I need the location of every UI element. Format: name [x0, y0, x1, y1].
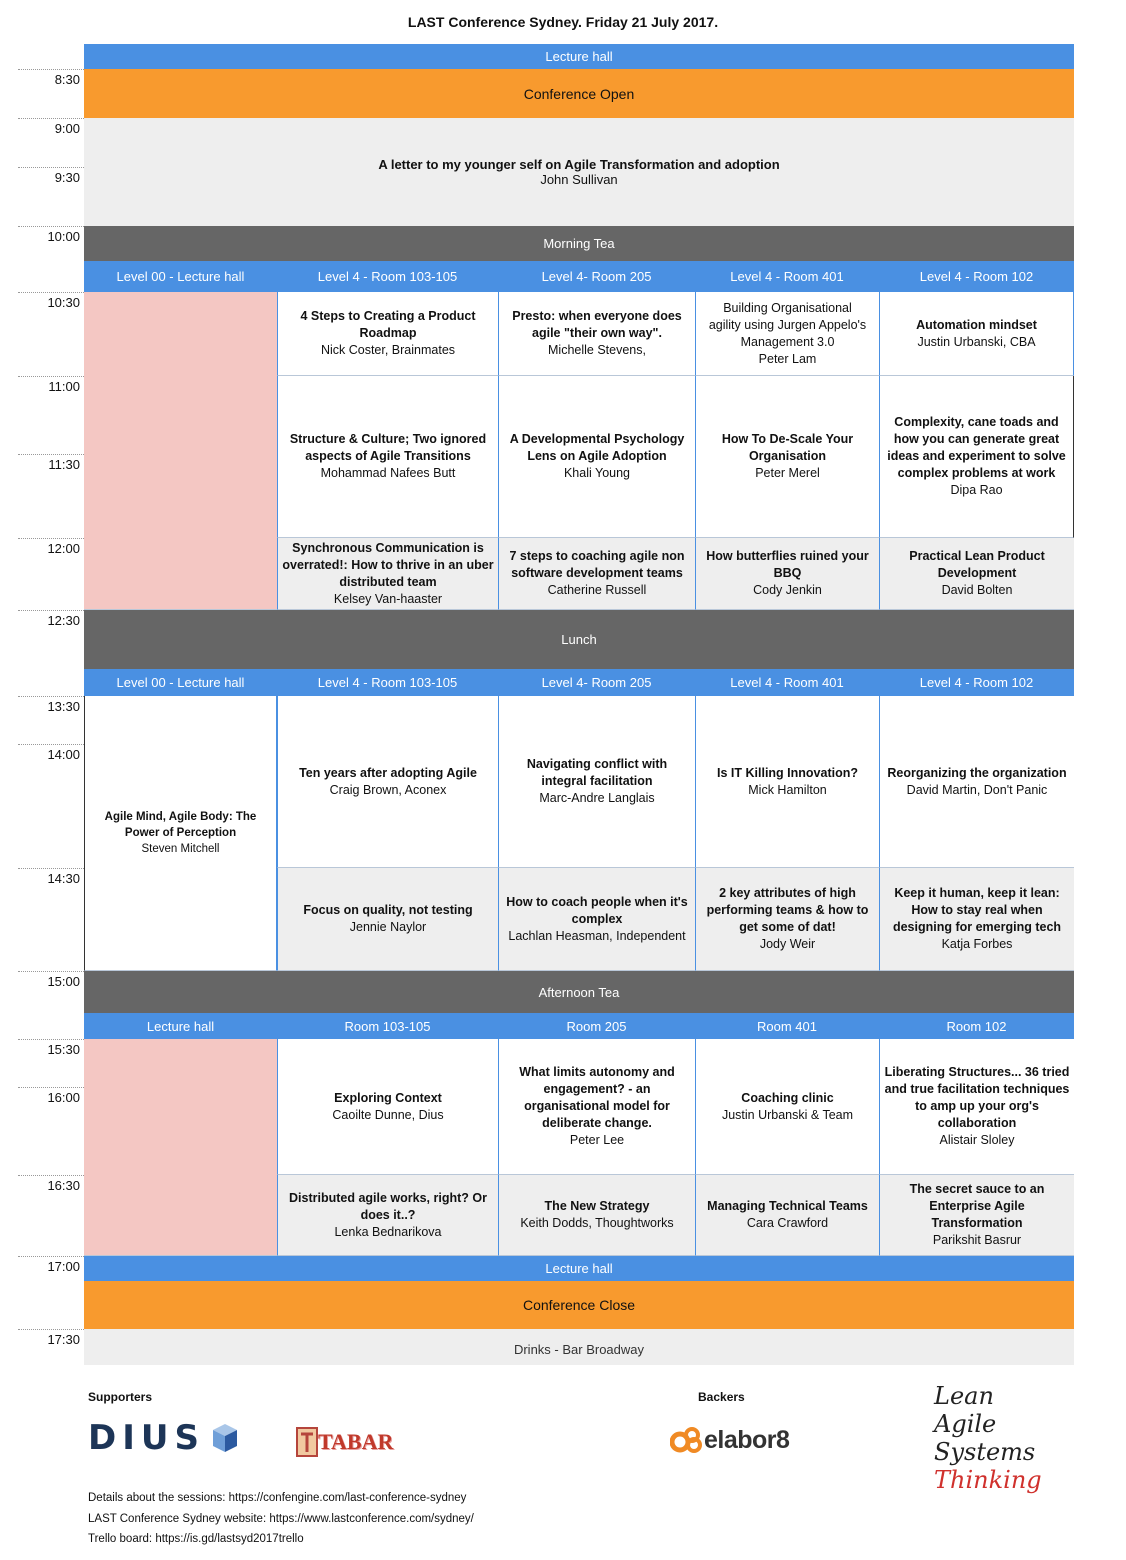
last-logo: [934, 1382, 1064, 1494]
lecture-hall-empty-afternoon: [84, 1039, 277, 1256]
session-title: Synchronous Communication is overrated!: How to thrive in an uber distributed team: [282, 540, 494, 589]
session-cell: [277, 868, 498, 971]
time-gridline: [18, 118, 84, 119]
session-cell: [695, 868, 879, 971]
session-speaker: Lachlan Heasman, Independent: [508, 928, 686, 943]
room-header-102: Level 4 - Room 102: [879, 669, 1074, 696]
room-header-102: Room 102: [879, 1013, 1074, 1039]
session-speaker: Marc-Andre Langlais: [539, 791, 655, 805]
session-title: Practical Lean Product Development: [909, 549, 1045, 580]
session-speaker: David Bolten: [941, 583, 1013, 597]
time-label: 11:00: [48, 379, 80, 394]
session-cell: [277, 696, 498, 868]
website-link[interactable]: LAST Conference Sydney website: https://www.lastconference.com/sydney/: [88, 1513, 474, 1525]
time-label: 8:30: [54, 72, 80, 87]
keynote-band: [84, 118, 1074, 226]
time-label: 15:30: [47, 1042, 80, 1057]
time-label: 9:00: [54, 121, 80, 136]
session-speaker: Peter Merel: [755, 466, 820, 480]
session-speaker: David Martin, Don't Panic: [906, 782, 1048, 797]
session-speaker: Lenka Bednarikova: [334, 1224, 442, 1239]
morning-tea-band: Morning Tea: [84, 226, 1074, 261]
session-title: How butterflies ruined your BBQ: [706, 549, 869, 580]
room-header-103: Level 4 - Room 103-105: [277, 669, 498, 696]
session-cell: [277, 1175, 498, 1256]
dius-logo: [88, 1418, 245, 1458]
time-gridline: [18, 1329, 84, 1330]
session-title: The New Strategy: [544, 1199, 650, 1213]
session-title: Automation mindset: [916, 317, 1037, 332]
last-logo-line: Agile: [934, 1410, 997, 1438]
session-title: The secret sauce to an Enterprise Agile Transformation: [909, 1182, 1045, 1230]
session-speaker: Peter Lam: [758, 351, 817, 366]
room-header-lecture: Level 00 - Lecture hall: [84, 669, 277, 696]
session-title: Coaching clinic: [741, 1090, 834, 1105]
session-cell: [277, 538, 498, 610]
session-speaker: Catherine Russell: [547, 583, 647, 597]
time-gridline: [18, 538, 84, 539]
session-speaker: Cara Crawford: [746, 1216, 829, 1230]
time-gridline: [18, 226, 84, 227]
session-title: Distributed agile works, right? Or does it..?: [289, 1190, 487, 1222]
room-header-401: Level 4 - Room 401: [695, 261, 879, 292]
dius-wordmark: DIUS: [88, 1418, 205, 1458]
session-title: 4 Steps to Creating a Product Roadmap: [300, 309, 476, 340]
session-speaker: Khali Young: [563, 466, 631, 480]
elabor8-mark-icon: [670, 1426, 704, 1454]
session-title: Focus on quality, not testing: [303, 903, 473, 917]
session-title: Managing Technical Teams: [707, 1199, 868, 1213]
drinks-band: Drinks - Bar Broadway: [84, 1329, 1074, 1365]
session-speaker: Caoilte Dunne, Dius: [332, 1107, 444, 1122]
session-line: Building Organisational: [723, 300, 852, 315]
room-header-lecture: Lecture hall: [84, 1013, 277, 1039]
room-header-205: Level 4- Room 205: [498, 669, 695, 696]
session-speaker: Alistair Sloley: [939, 1133, 1015, 1147]
session-cell: [879, 696, 1074, 868]
time-gridline: [18, 696, 84, 697]
time-label: 17:00: [47, 1259, 80, 1274]
tabar-mark-icon: [296, 1426, 318, 1458]
session-title: Liberating Structures... 36 tried and true facilitation techniques to amp up your org's collaboration: [884, 1065, 1070, 1130]
time-label: 10:00: [47, 229, 80, 244]
room-header-103: Level 4 - Room 103-105: [277, 261, 498, 292]
time-label: 13:30: [47, 699, 80, 714]
session-cell: [879, 1175, 1074, 1256]
session-speaker: Cody Jenkin: [753, 583, 822, 597]
time-gridline: [18, 167, 84, 168]
session-cell: [695, 538, 879, 610]
room-header-205: Room 205: [498, 1013, 695, 1039]
conference-open-band: Conference Open: [84, 69, 1074, 118]
session-cell: [498, 696, 695, 868]
session-cell: [695, 292, 879, 376]
lecture-hall-header-close: Lecture hall: [84, 1256, 1074, 1281]
session-cell: [498, 1039, 695, 1175]
time-gridline: [18, 1087, 84, 1088]
time-gridline: [18, 376, 84, 377]
session-cell: [277, 1039, 498, 1175]
session-title: Structure & Culture; Two ignored aspects of Agile Transitions: [289, 432, 487, 463]
keynote-title: A letter to my younger self on Agile Transformation and adoption: [378, 157, 780, 172]
session-cell: [695, 1039, 879, 1175]
time-label: 12:30: [47, 613, 80, 628]
room-header-103: Room 103-105: [277, 1013, 498, 1039]
time-gridline: [18, 971, 84, 972]
session-speaker: Kelsey Van-haaster: [333, 591, 443, 606]
time-gridline: [18, 69, 84, 70]
time-label: 17:30: [47, 1332, 80, 1347]
tabar-logo: [296, 1424, 418, 1460]
session-speaker: Justin Urbanski & Team: [721, 1107, 854, 1122]
session-line: Management 3.0: [740, 334, 835, 349]
session-cell: [695, 376, 879, 538]
session-title: Is IT Killing Innovation?: [717, 765, 858, 780]
time-gridline: [18, 454, 84, 455]
time-gridline: [18, 1039, 84, 1040]
session-cell: [498, 1175, 695, 1256]
time-label: 16:30: [47, 1178, 80, 1193]
time-gridline: [18, 744, 84, 745]
time-label: 10:30: [47, 295, 80, 310]
session-speaker: Katja Forbes: [941, 937, 1013, 951]
time-label: 14:30: [47, 871, 80, 886]
lecture-hall-header: Lecture hall: [84, 44, 1074, 69]
session-speaker: Parikshit Basrur: [932, 1233, 1022, 1247]
session-speaker: Keith Dodds, Thoughtworks: [520, 1216, 674, 1230]
session-cell: [879, 1039, 1074, 1175]
session-cell: [695, 1175, 879, 1256]
session-title: Reorganizing the organization: [887, 765, 1067, 780]
session-cell: [498, 292, 695, 376]
session-cell: [84, 696, 277, 971]
session-title: Presto: when everyone does agile "their own way".: [512, 309, 682, 340]
time-label: 15:00: [47, 974, 80, 989]
room-header-lecture: Level 00 - Lecture hall: [84, 261, 277, 292]
supporters-label: Supporters: [88, 1390, 153, 1404]
elabor8-wordmark: elabor8: [704, 1425, 790, 1454]
room-header-401: Room 401: [695, 1013, 879, 1039]
session-speaker: Michelle Stevens,: [548, 343, 646, 357]
time-gridline: [18, 868, 84, 869]
elabor8-logo: [670, 1422, 789, 1458]
session-line: agility using Jurgen Appelo's: [708, 317, 867, 332]
time-label: 12:00: [47, 541, 80, 556]
session-speaker: Nick Coster, Brainmates: [320, 343, 456, 357]
session-title: How To De-Scale Your Organisation: [721, 432, 854, 463]
session-cell: [879, 292, 1074, 376]
time-gridline: [18, 1175, 84, 1176]
session-title: Agile Mind, Agile Body: The Power of Perception: [104, 811, 257, 839]
session-cell: [879, 538, 1074, 610]
keynote-speaker: John Sullivan: [540, 172, 618, 187]
session-cell: [498, 868, 695, 971]
session-cell: [695, 696, 879, 868]
session-cell: [277, 376, 498, 538]
time-label: 14:00: [47, 747, 80, 762]
session-title: 7 steps to coaching agile non software development teams: [509, 549, 685, 580]
last-logo-line: Lean: [934, 1382, 994, 1410]
backers-label: Backers: [698, 1390, 745, 1404]
room-header-401: Level 4 - Room 401: [695, 669, 879, 696]
lunch-band: Lunch: [84, 610, 1074, 669]
conference-close-band: Conference Close: [84, 1281, 1074, 1329]
sessions-link[interactable]: Details about the sessions: https://confengine.com/last-conference-sydney: [88, 1492, 467, 1504]
session-title: A Developmental Psychology Lens on Agile Adoption: [509, 432, 685, 463]
last-logo-line: Thinking: [934, 1466, 1042, 1494]
time-label: 16:00: [47, 1090, 80, 1105]
session-speaker: Mohammad Nafees Butt: [320, 466, 456, 480]
time-label: 9:30: [54, 170, 80, 185]
time-label: 11:30: [48, 457, 80, 472]
trello-link[interactable]: Trello board: https://is.gd/lastsyd2017trello: [88, 1533, 304, 1545]
session-speaker: Craig Brown, Aconex: [329, 782, 447, 797]
session-speaker: Jennie Naylor: [349, 920, 427, 934]
dius-cube-icon: [209, 1420, 245, 1456]
session-cell: [879, 376, 1074, 538]
time-gridline: [18, 292, 84, 293]
tabar-wordmark: TABAR: [318, 1429, 394, 1454]
session-title: What limits autonomy and engagement? - an organisational model for deliberate change.: [519, 1065, 675, 1130]
lecture-hall-empty-morning: [84, 292, 277, 610]
session-title: Exploring Context: [334, 1090, 442, 1105]
session-cell: [498, 376, 695, 538]
session-title: 2 key attributes of high performing teams & how to get some of dat!: [706, 886, 869, 934]
room-header-102: Level 4 - Room 102: [879, 261, 1074, 292]
session-title: Keep it human, keep it lean: How to stay real when designing for emerging tech: [892, 886, 1062, 934]
time-gridline: [18, 610, 84, 611]
session-title: Navigating conflict with integral facilitation: [526, 757, 668, 788]
session-title: Ten years after adopting Agile: [299, 765, 477, 780]
page-title: LAST Conference Sydney. Friday 21 July 2017.: [407, 14, 719, 30]
session-cell: [498, 538, 695, 610]
room-header-205: Level 4- Room 205: [498, 261, 695, 292]
session-speaker: Jody Weir: [759, 937, 816, 951]
session-speaker: Dipa Rao: [950, 483, 1003, 497]
time-gridline: [18, 1256, 84, 1257]
session-cell: [879, 868, 1074, 971]
session-speaker: Peter Lee: [569, 1133, 625, 1147]
last-logo-line: Systems: [934, 1438, 1036, 1466]
afternoon-tea-band: Afternoon Tea: [84, 971, 1074, 1013]
session-speaker: Justin Urbanski, CBA: [917, 334, 1036, 349]
session-cell: [277, 292, 498, 376]
session-title: How to coach people when it's complex: [506, 894, 688, 926]
session-speaker: Steven Mitchell: [141, 843, 220, 855]
session-speaker: Mick Hamilton: [748, 782, 827, 797]
session-title: Complexity, cane toads and how you can generate great ideas and experiment to solve complex problems at work: [887, 415, 1066, 480]
